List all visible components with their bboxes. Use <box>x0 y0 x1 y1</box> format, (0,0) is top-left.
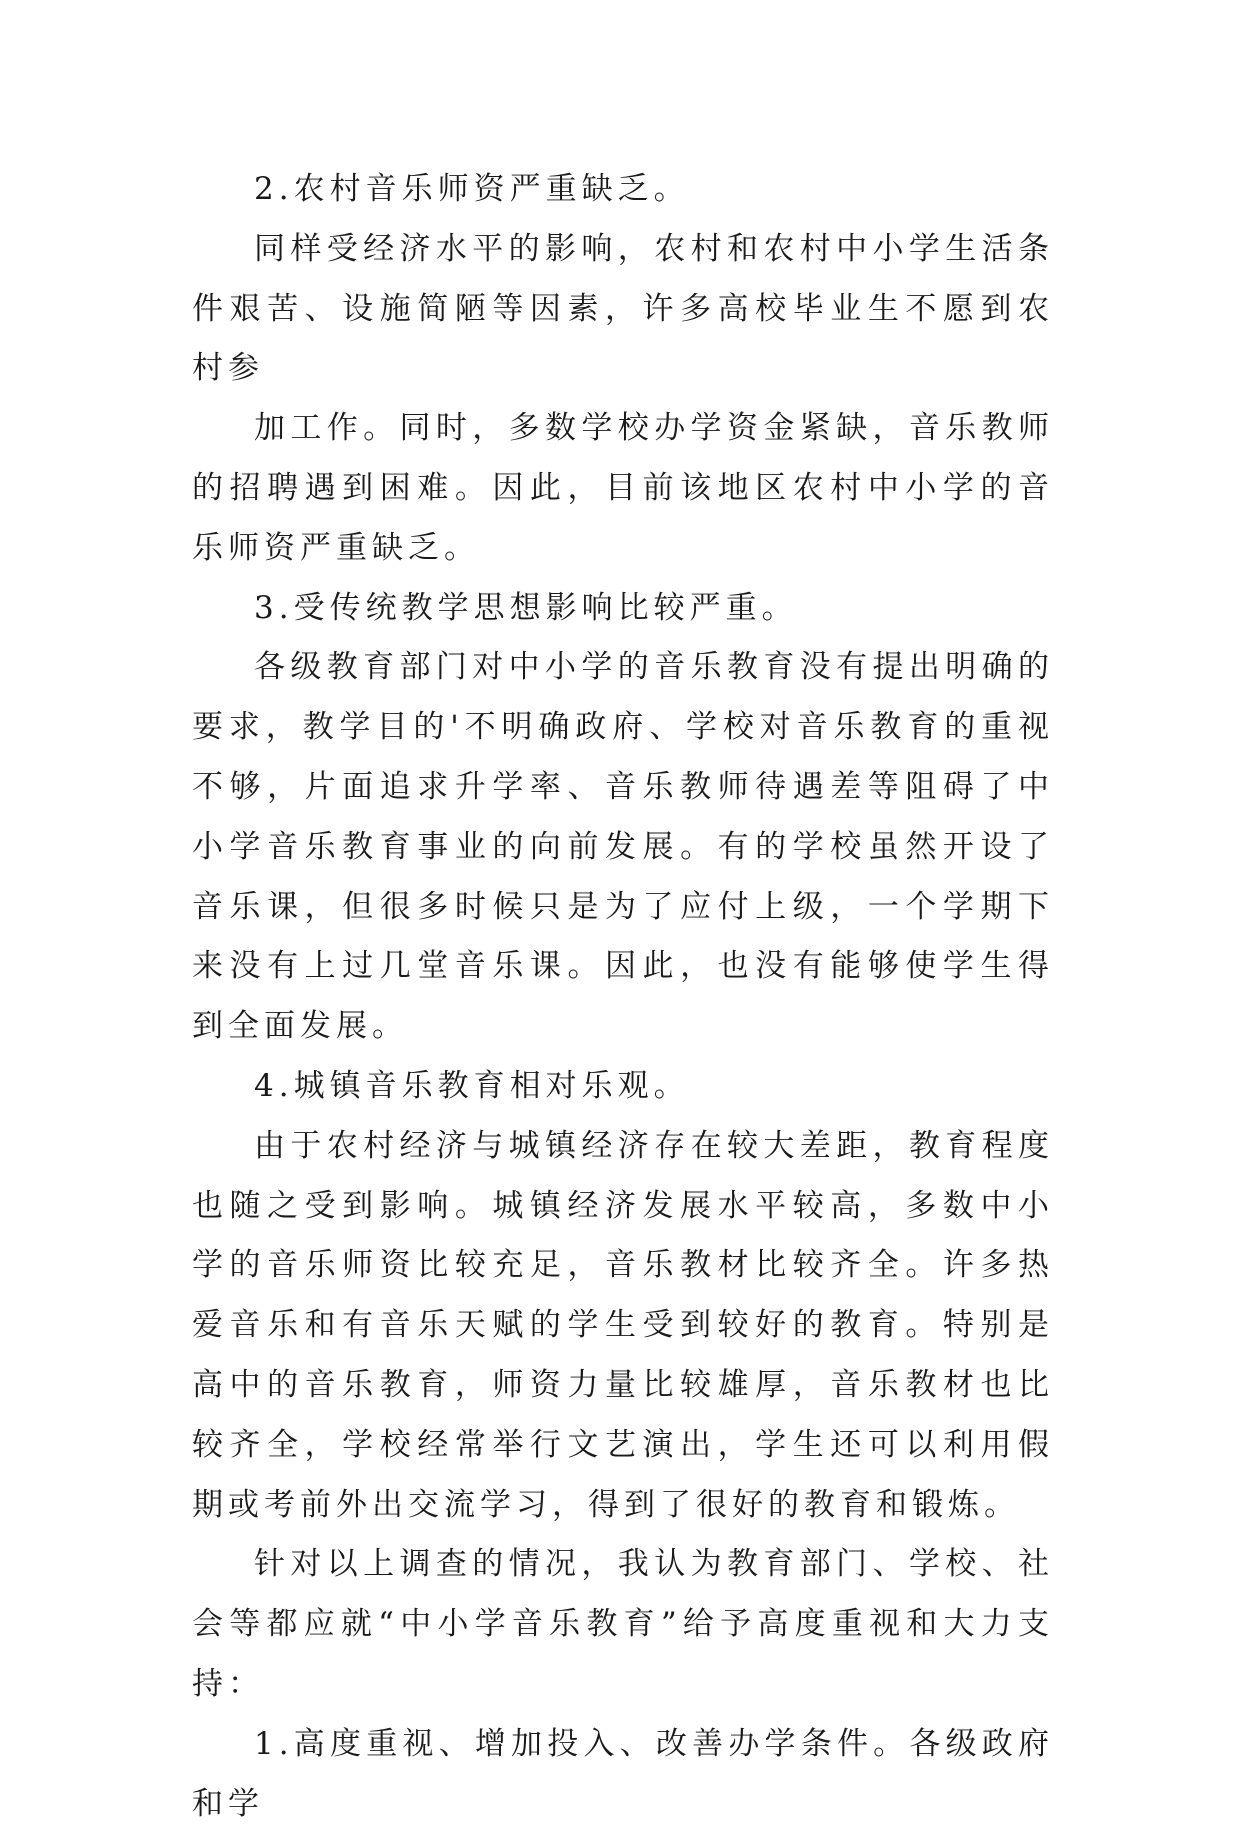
document-body <box>192 160 1054 1834</box>
paragraph: 由于农村经济与城镇经济存在较大差距，教育程度也随之受到影响。城镇经济发展水平较高，多数中小学的音乐师资比较充足，音乐教材比较齐全。许多热爱音乐和有音乐天赋的学生受到较好的教育。特别是高中的音乐教育，师资力量比较雄厚，音乐教材也比较齐全，学校经常举行文艺演出，学生还可以利用假期或考前外出交流学习，得到了很好的教育和锻炼。 <box>192 1127 1054 1523</box>
paragraph-heading-4: 4.城镇音乐教育相对乐观。 <box>254 1067 690 1104</box>
paragraph-heading-1: 1.高度重视、增加投入、改善办学条件。各级政府和学 <box>192 1725 1054 1822</box>
paragraph-heading-3: 3.受传统教学思想影响比较严重。 <box>254 589 798 626</box>
paragraph: 同样受经济水平的影响，农村和农村中小学生活条件艰苦、设施简陋等因素，许多高校毕业生不愿到农村参 <box>192 230 1054 387</box>
paragraph-heading-2: 2.农村音乐师资严重缺乏。 <box>254 171 690 207</box>
paragraph: 针对以上调查的情况，我认为教育部门、学校、社会等都应就“中小学音乐教育”给予高度重视和大力支持： <box>192 1546 1054 1702</box>
paragraph: 各级教育部门对中小学的音乐教育没有提出明确的要求，教学目的'不明确政府、学校对音乐教育的重视不够，片面追求升学率、音乐教师待遇差等阻碍了中小学音乐教育事业的向前发展。有的学校虽然开设了音乐课，但很多时候只是为了应付上级，一个学期下来没有上过几堂音乐课。因此，也没有能够使学生得到全面发展。 <box>192 649 1054 1045</box>
paragraph: 加工作。同时，多数学校办学资金紧缺，音乐教师的招聘遇到困难。因此，目前该地区农村中小学的音乐师资严重缺乏。 <box>192 410 1054 566</box>
